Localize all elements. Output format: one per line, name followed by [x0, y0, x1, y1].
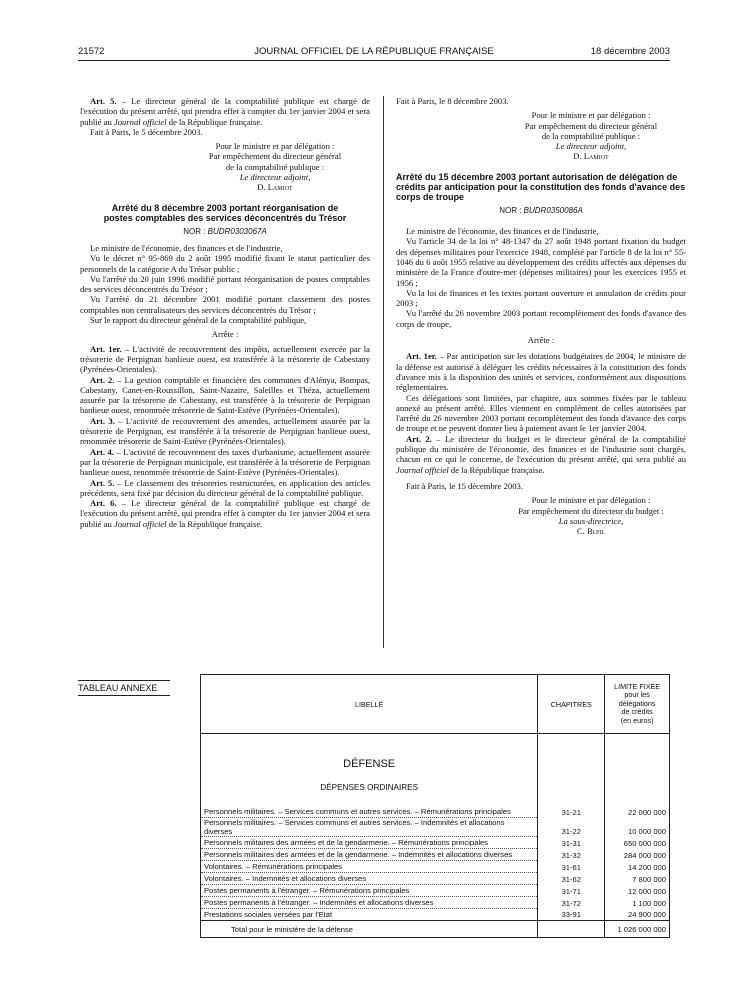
preamble-line: Le ministre de l'économie, des finances et de l'industrie,: [406, 226, 599, 237]
article: Art. 1er. – L'activité de recouvrement des impôts, actuellement exercée par la trésorerie de Perpignan banlieue ouest, est transférée à la trésorerie de Cabestany (Pyrénées-Orientales).: [80, 343, 370, 375]
preamble-line: Vu l'arrêté du 26 novembre 2003 portant recomplètement des fonds d'avance des corps de troupe,: [396, 308, 686, 329]
column-header-libelle: LIBELLÉ: [201, 675, 538, 734]
article-2: Art. 2. – Le directeur du budget et le directeur général de la comptabilité publique du ministère de l'économie, des finances et de l'industrie sont chargés, chacun en ce qui le concerne, de l'exécution du présent arrêté, qui sera publié au Journal officiel de la République française.: [396, 433, 687, 475]
preamble-line: Vu l'arrêté du 20 juin 1996 modifié portant réorganisation de postes comptables des services déconcentrés du Trésor ;: [80, 273, 370, 295]
article-5-previous: Art. 5. – Le directeur général de la comptabilité publique est chargé de l'exécution du présent arrêté, qui prendra effet à compter du 1er janvier 2004 et sera publié au Journal officiel de la République française.: [80, 96, 370, 127]
article-6: Art. 6. – Le directeur général de la comptabilité publique est chargé de l'exécution du présent arrêté, qui prendra effet à compter du 1er janvier 2004 et sera publié au Journal officiel de la République française.: [80, 498, 370, 529]
column-header-chapitres: CHAPITRES: [538, 675, 605, 734]
total-row: [201, 921, 670, 938]
signature-block-3: Pour le ministre et par délégation : Par empêchement du directeur du budget : La sous-directrice, C. Buhl: [518, 495, 664, 537]
table-row: Personnels militaires. – Services communs et autres services. – Rémunérations principales 31-21 22 000 000: [201, 806, 670, 818]
nor-reference-3: NOR : BUDR0350086A: [499, 205, 583, 215]
table-row: Personnels militaires des armées et de la gendarmerie. – Indemnités et allocations diverses 31-32 284 000 000: [201, 849, 670, 861]
fait-date-bottom: Fait à Paris, le 15 décembre 2003.: [406, 480, 523, 491]
table-row: Postes permanents à l'étranger. – Indemnités et allocations diverses 31-72 1 100 000: [201, 897, 670, 909]
total-label: Total pour le ministère de la défense: [201, 921, 538, 938]
column-header-limite: LIMITE FIXÉE pour les délégations de crédits (en euros): [605, 675, 670, 734]
fait-date-top: Fait à Paris, le 8 décembre 2003.: [396, 96, 509, 106]
nor-reference-2: NOR : BUDR0303067A: [183, 226, 267, 236]
article: Art. 2. – La gestion comptable et financière des communes d'Alénya, Bompas, Cabestany, Canet-en-Roussillon, Saint-Nazaire, Saleilles et Théza, actuellement assurée par la trésorerie de Cabestany, est transférée à la trésorerie de Perpignan banlieue ouest, renommée trésorerie de Saint-Estève (Pyrénées-Orientales).: [80, 374, 370, 416]
signature-block-1: Pour le ministre et par délégation : Par empêchement du directeur général de la comptabilité publique : Le directeur adjoint, D. Lamiot: [208, 141, 342, 193]
table-row: Postes permanents à l'étranger. – Rémunérations principales 31-71 12 000 000: [201, 885, 670, 897]
table-row: Volontaires. – Rémunérations principales 31-61 14 200 000: [201, 861, 670, 873]
right-column: [396, 96, 686, 536]
preamble-line: Vu la loi de finances et les textes portant ouverture et annulation de crédits pour 2003 ;: [396, 287, 686, 309]
signature-block-2: Pour le ministre et par délégation : Par empêchement du directeur général de la comptabilité publique : Le directeur adjoint, D. Lamiot: [524, 110, 658, 162]
arrete-title-2: Arrêté du 8 décembre 2003 portant réorganisation de postes comptables des services déconcentrés du Trésor: [103, 202, 347, 223]
page-header: [78, 46, 670, 61]
issue-date: 18 décembre 2003: [590, 46, 670, 57]
article: Art. 3. – L'activité de recouvrement des amendes, actuellement assurée par la trésorerie de Perpignan, est transférée à la trésorerie de Perpignan banlieue ouest, renommée trésorerie de Saint-Estève (Pyrénées-Orientales).: [80, 415, 371, 447]
fait-date-1: Fait à Paris, le 5 décembre 2003.: [90, 126, 203, 137]
article-1: Art. 1er. – Par anticipation sur les dotations budgétaires de 2004, le ministre de la défense est autorisé à déléguer les crédits nécessaires à la constitution des fonds d'avance mis à la disposition des unités et services, conformément aux dispositions réglementaires.: [396, 351, 686, 393]
table-row: Prestations sociales versées par l'Etat 33-91 24 900 000: [201, 909, 670, 921]
article: Art. 4. – L'activité de recouvrement des taxes d'urbanisme, actuellement assurée par la trésorerie de Perpignan municipale, est transférée à la trésorerie de Perpignan banlieue ouest, renommée trésorerie de Saint-Estève (Pyrénées-Orientales).: [80, 446, 371, 478]
table-row: Personnels militaires. – Services communs et autres services. – Indemnités et allocations diverses 31-22 10 000 000: [201, 818, 670, 837]
article: Art. 5. – Le classement des trésoreries restructurées, en application des articles précédents, sera fixé par décision du directeur général de la comptabilité publique.: [80, 477, 371, 498]
arrete-title-3: Arrêté du 15 décembre 2003 portant autorisation de délégation de crédits par anticipation pour la constitution des fonds d'avance des corps de troupe: [396, 171, 686, 202]
limits-paragraph: Ces délégations sont limitées, par chapitre, aux sommes fixées par le tableau annexé au présent arrêté. Elles viennent en complément de celles autorisées par l'arrêté du 26 novembre 2003 portant recomplètement des fonds d'avance des corps de troupe et ne peuvent donner lieu à paiement avant le 1er janvier 2004.: [396, 392, 686, 434]
annex-table: [200, 674, 670, 938]
preamble-line: Sur le rapport du directeur général de la comptabilité publique,: [90, 315, 307, 326]
table-row: Volontaires. – Indemnités et allocations diverses 31-62 7 800 000: [201, 873, 670, 885]
total-value: 1 026 000 000: [605, 921, 670, 938]
subsection-title: DÉPENSES ORDINAIRES: [201, 770, 538, 792]
page-number: 21572: [78, 46, 105, 57]
table-row: Personnels militaires des armées et de la gendarmerie. – Rémunérations principales 31-31 650 000 000: [201, 837, 670, 849]
section-title: DÉFENSE: [201, 734, 538, 771]
journal-title: JOURNAL OFFICIEL DE LA RÉPUBLIQUE FRANÇAISE: [254, 46, 494, 57]
preamble-line: Vu l'article 34 de la loi n° 48-1347 du 27 août 1948 portant fixation du budget des dépenses militaires pour l'exercice 1948, complété par l'article 8 de la loi n° 55-1046 du 6 août 1955 relative au développement des crédits affectés aux dépenses du ministère de la France d'outre-mer (dépenses militaires) pour les exercices 1955 et 1956 ;: [396, 236, 686, 288]
column-divider: [383, 96, 384, 648]
preamble-line: Le ministre de l'économie, des finances et de l'industrie,: [90, 242, 283, 253]
arrete-word: Arrête :: [527, 335, 555, 346]
arrete-word: Arrête :: [211, 329, 239, 340]
left-column: [80, 96, 370, 529]
preamble-line: Vu l'arrêté du 21 décembre 2001 modifié portant classement des postes comptables non centralisateurs des services déconcentrés du Trésor ;: [80, 294, 370, 315]
preamble-line: Vu le décret n° 95-869 du 2 août 1995 modifié fixant le statut particulier des personnels de la catégorie A du Trésor public ;: [80, 253, 370, 274]
annex-label: TABLEAU ANNEXE: [78, 680, 170, 696]
